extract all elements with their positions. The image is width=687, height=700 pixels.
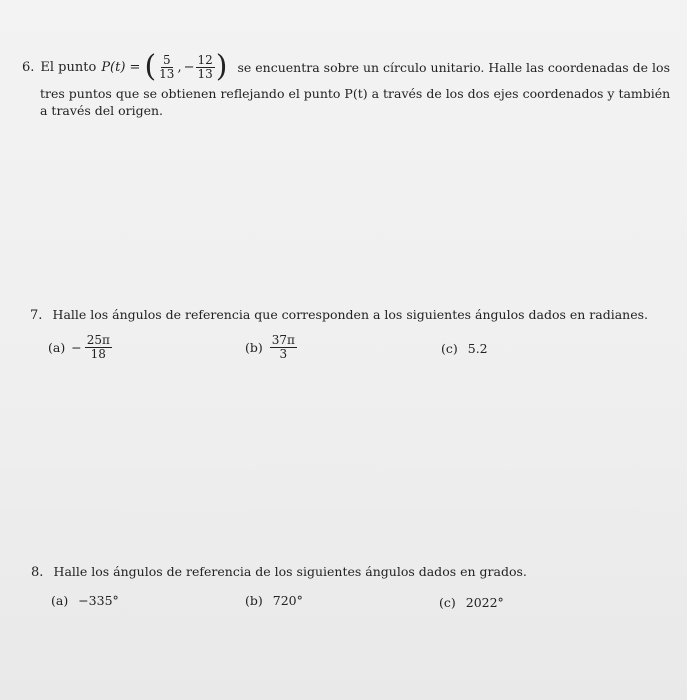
item-value: 5.2 xyxy=(467,341,488,356)
item-label: (a) xyxy=(51,593,69,608)
item-label: (c) xyxy=(441,341,458,356)
problem-7-item-b xyxy=(245,334,298,361)
item-denominator: 18 xyxy=(90,347,106,361)
fraction-x xyxy=(157,54,176,81)
item-denominator: 3 xyxy=(279,347,288,361)
point-function: P(t) = xyxy=(101,59,141,75)
problem-8-item-b xyxy=(245,593,303,608)
problem-6 xyxy=(22,49,671,119)
problem-7-item-c xyxy=(441,341,488,356)
problem-7 xyxy=(30,306,648,324)
item-label: (c) xyxy=(439,595,456,610)
fraction-y xyxy=(196,54,215,81)
problem-7-number: 7. xyxy=(30,308,43,323)
open-paren: ( xyxy=(144,49,157,84)
fraction-x-numerator: 5 xyxy=(162,52,171,67)
item-numerator: 25π xyxy=(86,333,110,347)
coordinate-minus: − xyxy=(183,59,195,75)
coordinate-comma: , xyxy=(177,59,182,75)
problem-8 xyxy=(31,563,527,581)
item-value: −335° xyxy=(78,593,119,608)
item-value: 720° xyxy=(272,593,303,608)
problem-8-text: Halle los ángulos de referencia de los siguientes ángulos dados en grados. xyxy=(53,564,527,579)
item-label: (b) xyxy=(245,340,263,355)
problem-6-intro: El punto xyxy=(40,59,97,75)
problem-8-item-a xyxy=(51,593,119,608)
close-paren: ) xyxy=(215,49,228,84)
item-value: 2022° xyxy=(465,595,504,610)
problem-6-number: 6. xyxy=(22,59,35,75)
item-fraction xyxy=(85,334,112,361)
problem-8-item-c xyxy=(439,595,504,610)
problem-7-item-a xyxy=(48,334,113,361)
problem-6-line-3: a través del origen. xyxy=(40,103,164,118)
item-label: (a) xyxy=(48,340,66,355)
problem-7-text: Halle los ángulos de referencia que corresponden a los siguientes ángulos dados en radianes. xyxy=(52,307,649,322)
fraction-y-numerator: 12 xyxy=(197,52,213,67)
item-fraction xyxy=(270,334,297,361)
problem-6-text-1: se encuentra sobre un círculo unitario. Halle las coordenadas de los xyxy=(237,59,670,75)
fraction-x-denominator: 13 xyxy=(159,66,175,81)
problem-6-line-2: tres puntos que se obtienen reflejando el punto P(t) a través de los dos ejes coordenados y también xyxy=(40,86,671,101)
item-label: (b) xyxy=(245,593,263,608)
problem-8-number: 8. xyxy=(31,565,44,580)
problem-6-line-1 xyxy=(22,49,670,84)
item-numerator: 37π xyxy=(271,333,295,347)
fraction-y-denominator: 13 xyxy=(197,66,213,81)
item-sign: − xyxy=(71,340,82,355)
